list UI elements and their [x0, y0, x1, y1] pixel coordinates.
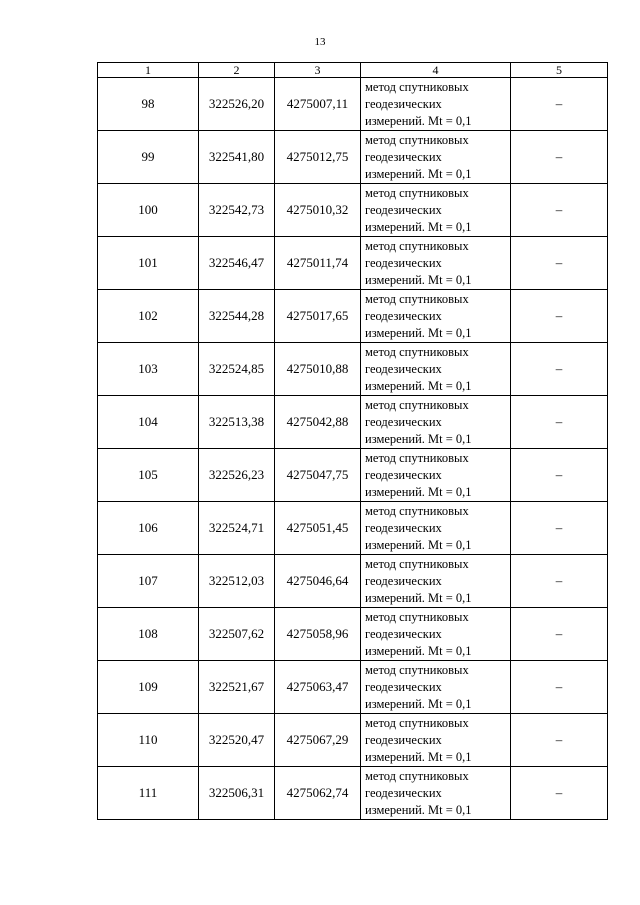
y-coordinate-cell: 4275010,88 — [275, 343, 361, 396]
method-cell — [361, 661, 511, 714]
method-line: метод спутниковых — [365, 397, 469, 412]
method-line: метод спутниковых — [365, 344, 469, 359]
table-row — [98, 767, 608, 820]
method-line: измерений. Mt = 0,1 — [365, 219, 472, 234]
point-number-cell: 101 — [98, 237, 199, 290]
method-cell — [361, 449, 511, 502]
method-line: геодезических — [365, 520, 442, 535]
note-cell: – — [511, 502, 608, 555]
y-coordinate-cell: 4275062,74 — [275, 767, 361, 820]
column-header-1: 1 — [98, 63, 199, 78]
x-coordinate-cell: 322541,80 — [199, 131, 275, 184]
method-line: метод спутниковых — [365, 609, 469, 624]
y-coordinate-cell: 4275063,47 — [275, 661, 361, 714]
table-row — [98, 714, 608, 767]
page-number: 13 — [314, 36, 326, 48]
x-coordinate-cell: 322506,31 — [199, 767, 275, 820]
method-line: геодезических — [365, 149, 442, 164]
y-coordinate-cell: 4275012,75 — [275, 131, 361, 184]
method-line: геодезических — [365, 573, 442, 588]
method-cell — [361, 78, 511, 131]
y-coordinate-cell: 4275067,29 — [275, 714, 361, 767]
method-line: измерений. Mt = 0,1 — [365, 325, 472, 340]
point-number-cell: 110 — [98, 714, 199, 767]
method-line: измерений. Mt = 0,1 — [365, 749, 472, 764]
x-coordinate-cell: 322544,28 — [199, 290, 275, 343]
y-coordinate-cell: 4275010,32 — [275, 184, 361, 237]
column-header-5: 5 — [511, 63, 608, 78]
method-line: измерений. Mt = 0,1 — [365, 696, 472, 711]
method-line: измерений. Mt = 0,1 — [365, 590, 472, 605]
y-coordinate-cell: 4275042,88 — [275, 396, 361, 449]
column-header-4: 4 — [361, 63, 511, 78]
point-number-cell: 102 — [98, 290, 199, 343]
x-coordinate-cell: 322542,73 — [199, 184, 275, 237]
method-line: измерений. Mt = 0,1 — [365, 802, 472, 817]
x-coordinate-cell: 322526,23 — [199, 449, 275, 502]
method-line: измерений. Mt = 0,1 — [365, 378, 472, 393]
method-line: метод спутниковых — [365, 291, 469, 306]
method-cell — [361, 237, 511, 290]
table-row — [98, 343, 608, 396]
method-cell — [361, 608, 511, 661]
method-line: геодезических — [365, 414, 442, 429]
table-row — [98, 555, 608, 608]
method-line: метод спутниковых — [365, 556, 469, 571]
method-line: измерений. Mt = 0,1 — [365, 113, 472, 128]
x-coordinate-cell: 322513,38 — [199, 396, 275, 449]
point-number-cell: 98 — [98, 78, 199, 131]
y-coordinate-cell: 4275046,64 — [275, 555, 361, 608]
method-line: метод спутниковых — [365, 503, 469, 518]
y-coordinate-cell: 4275017,65 — [275, 290, 361, 343]
method-line: метод спутниковых — [365, 715, 469, 730]
method-line: геодезических — [365, 626, 442, 641]
point-number-cell: 106 — [98, 502, 199, 555]
method-line: геодезических — [365, 202, 442, 217]
method-cell — [361, 502, 511, 555]
y-coordinate-cell: 4275058,96 — [275, 608, 361, 661]
x-coordinate-cell: 322524,71 — [199, 502, 275, 555]
method-cell — [361, 343, 511, 396]
point-number-cell: 108 — [98, 608, 199, 661]
method-line: геодезических — [365, 361, 442, 376]
method-line: геодезических — [365, 308, 442, 323]
table-row — [98, 396, 608, 449]
note-cell: – — [511, 714, 608, 767]
method-cell — [361, 555, 511, 608]
method-line: метод спутниковых — [365, 238, 469, 253]
method-line: измерений. Mt = 0,1 — [365, 484, 472, 499]
note-cell: – — [511, 131, 608, 184]
method-line: геодезических — [365, 679, 442, 694]
method-line: метод спутниковых — [365, 662, 469, 677]
coordinates-table — [97, 62, 608, 820]
method-line: метод спутниковых — [365, 185, 469, 200]
table-row — [98, 502, 608, 555]
point-number-cell: 99 — [98, 131, 199, 184]
point-number-cell: 111 — [98, 767, 199, 820]
method-line: геодезических — [365, 255, 442, 270]
table-row — [98, 78, 608, 131]
table-row — [98, 237, 608, 290]
method-line: метод спутниковых — [365, 132, 469, 147]
note-cell: – — [511, 767, 608, 820]
x-coordinate-cell: 322526,20 — [199, 78, 275, 131]
note-cell: – — [511, 237, 608, 290]
point-number-cell: 100 — [98, 184, 199, 237]
method-cell — [361, 714, 511, 767]
column-header-3: 3 — [275, 63, 361, 78]
point-number-cell: 109 — [98, 661, 199, 714]
table-row — [98, 608, 608, 661]
y-coordinate-cell: 4275011,74 — [275, 237, 361, 290]
method-line: метод спутниковых — [365, 79, 469, 94]
x-coordinate-cell: 322521,67 — [199, 661, 275, 714]
note-cell: – — [511, 661, 608, 714]
point-number-cell: 103 — [98, 343, 199, 396]
note-cell: – — [511, 555, 608, 608]
x-coordinate-cell: 322546,47 — [199, 237, 275, 290]
table-row — [98, 184, 608, 237]
x-coordinate-cell: 322524,85 — [199, 343, 275, 396]
point-number-cell: 107 — [98, 555, 199, 608]
method-line: измерений. Mt = 0,1 — [365, 431, 472, 446]
note-cell: – — [511, 449, 608, 502]
method-line: метод спутниковых — [365, 768, 469, 783]
table-header-row — [98, 63, 608, 78]
method-line: измерений. Mt = 0,1 — [365, 537, 472, 552]
y-coordinate-cell: 4275007,11 — [275, 78, 361, 131]
table-row — [98, 661, 608, 714]
point-number-cell: 104 — [98, 396, 199, 449]
table-row — [98, 449, 608, 502]
column-header-2: 2 — [199, 63, 275, 78]
method-cell — [361, 396, 511, 449]
note-cell: – — [511, 343, 608, 396]
note-cell: – — [511, 608, 608, 661]
method-cell — [361, 131, 511, 184]
note-cell: – — [511, 78, 608, 131]
method-line: измерений. Mt = 0,1 — [365, 272, 472, 287]
table-row — [98, 131, 608, 184]
method-cell — [361, 184, 511, 237]
method-line: измерений. Mt = 0,1 — [365, 643, 472, 658]
method-line: геодезических — [365, 785, 442, 800]
method-line: измерений. Mt = 0,1 — [365, 166, 472, 181]
note-cell: – — [511, 396, 608, 449]
x-coordinate-cell: 322520,47 — [199, 714, 275, 767]
x-coordinate-cell: 322512,03 — [199, 555, 275, 608]
method-cell — [361, 767, 511, 820]
note-cell: – — [511, 290, 608, 343]
table-row — [98, 290, 608, 343]
method-line: геодезических — [365, 732, 442, 747]
point-number-cell: 105 — [98, 449, 199, 502]
note-cell: – — [511, 184, 608, 237]
method-line: метод спутниковых — [365, 450, 469, 465]
method-line: геодезических — [365, 96, 442, 111]
y-coordinate-cell: 4275047,75 — [275, 449, 361, 502]
y-coordinate-cell: 4275051,45 — [275, 502, 361, 555]
table-body — [98, 78, 608, 820]
method-line: геодезических — [365, 467, 442, 482]
x-coordinate-cell: 322507,62 — [199, 608, 275, 661]
method-cell — [361, 290, 511, 343]
